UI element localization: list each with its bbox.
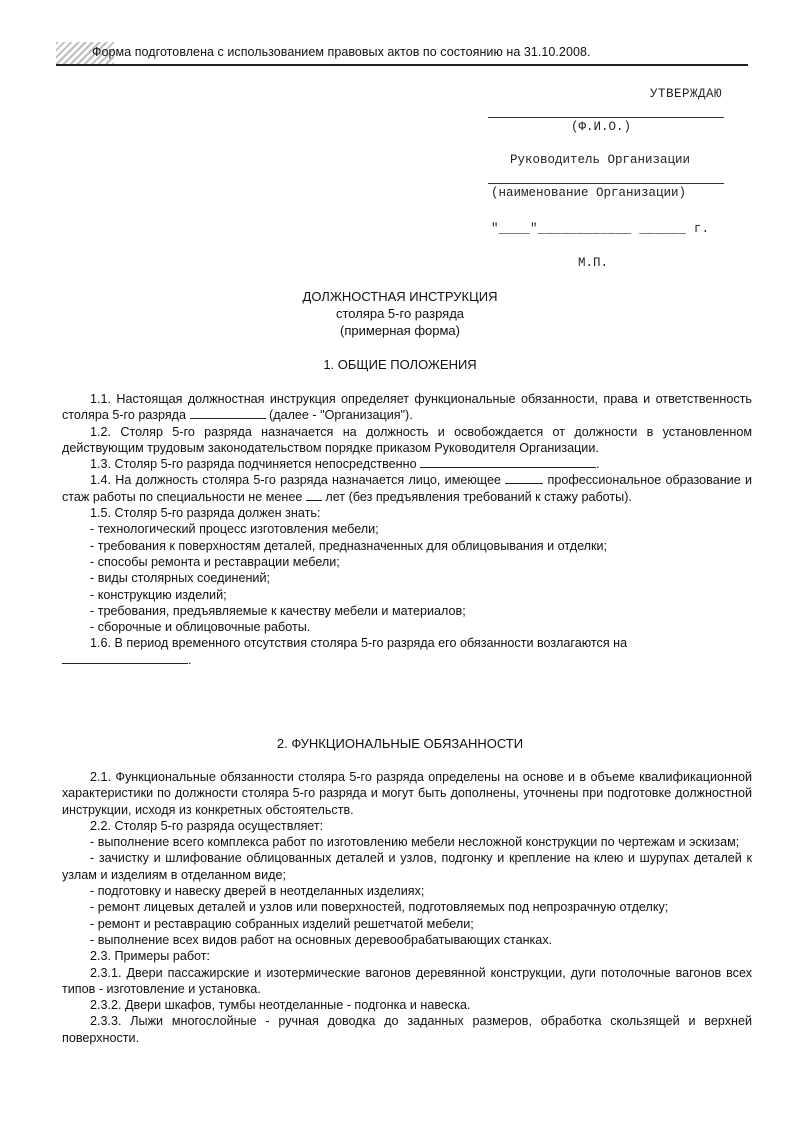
section-2-body <box>62 769 752 1046</box>
blank-field <box>62 652 188 664</box>
org-name-label: (наименование Организации) <box>491 186 687 200</box>
know-item: - требования, предъявляемые к качеству мебели и материалов; <box>90 603 466 618</box>
paragraph-1-2: 1.2. Столяр 5-го разряда назначается на должность и освобождается от должности в установленном действующим трудовым законодательством порядке приказом Руководителя Организации. <box>62 424 752 455</box>
p1-4-text: 1.4. На должность столяра 5-го разряда назначается лицо, имеющее <box>90 473 502 488</box>
paragraph-1-3: 1.3. Столяр 5-го разряда подчиняется непосредственно . <box>90 457 600 472</box>
know-item: - виды столярных соединений; <box>90 571 270 586</box>
section-1-body <box>62 391 752 668</box>
p1-4-text-b: профессиональное образование и стаж работы по специальности не менее <box>62 473 753 504</box>
know-item: - требования к поверхностям деталей, предназначенных для облицовывания и отделки; <box>90 538 608 553</box>
doc-subtitle: столяра 5-го разряда <box>335 306 465 321</box>
paragraph-1-1 <box>62 391 752 424</box>
paragraph-2-1: 2.1. Функциональные обязанности столяра 5-го разряда определены на основе и в объеме квалификационной характеристики по должности столяра 5-го разряда и могут быть дополнены, уточнены при подготовке должностной инструкции, исходя из конкретных обстоятельств. <box>62 770 752 817</box>
paragraph-2-2: 2.2. Столяр 5-го разряда осуществляет: <box>90 818 324 833</box>
duty-item: - зачистку и шлифование облицованных деталей и узлов, подгонку и крепление на клею и шурупах деталей к узлам и изделиям в отделанном виде; <box>62 851 752 882</box>
fio-label: (Ф.И.О.) <box>571 120 632 134</box>
blank-field <box>505 472 543 484</box>
p1-1-text: 1.1. Настоящая должностная инструкция определяет функциональные обязанности, права и ответственность столяра 5-го разряда <box>62 392 752 423</box>
blank-field <box>190 407 266 419</box>
duty-item: - выполнение всех видов работ на основных деревообрабатывающих станках. <box>90 932 553 947</box>
paragraph-1-5: 1.5. Столяр 5-го разряда должен знать: <box>90 506 321 521</box>
duty-item: - ремонт лицевых деталей и узлов или поверхностей, подготовляемых под непрозрачную отделку; <box>90 900 669 915</box>
paragraph-1-6: 1.6. В период временного отсутствия столяра 5-го разряда его обязанности возлагаются на <box>90 636 628 651</box>
know-item: - сборочные и облицовочные работы. <box>90 620 311 635</box>
know-item: - технологический процесс изготовления мебели; <box>90 522 379 537</box>
know-item: - конструкцию изделий; <box>90 587 227 602</box>
form-note-text: Форма подготовлена с использованием правовых актов по состоянию на 31.10.2008. <box>92 45 591 59</box>
paragraph-2-3: 2.3. Примеры работ: <box>90 949 211 964</box>
blank-field <box>420 456 596 468</box>
duty-item: - выполнение всего комплекса работ по изготовлению мебели несложной конструкции по чертежам и эскизам; <box>90 835 740 850</box>
doc-form-note: (примерная форма) <box>340 323 460 338</box>
paragraph-1-4 <box>62 472 752 505</box>
doc-title: ДОЛЖНОСТНАЯ ИНСТРУКЦИЯ <box>302 289 498 304</box>
head-position-label: Руководитель Организации <box>510 153 691 167</box>
paragraph-2-3-1: 2.3.1. Двери пассажирские и изотермические вагонов деревянной конструкции, дуги потолочные вагонов всех типов - изготовление и установка. <box>62 965 752 996</box>
blank-field <box>306 489 322 501</box>
duty-item: - ремонт и реставрацию собранных изделий решетчатой мебели; <box>90 916 474 931</box>
form-note-bar <box>56 42 748 66</box>
approval-date: "____"____________ ______ г. <box>491 222 710 236</box>
p1-1-tail: (далее - "Организация"). <box>269 408 413 423</box>
paragraph-1-6-blank: . <box>62 652 752 668</box>
know-item: - способы ремонта и реставрации мебели; <box>90 554 340 569</box>
p1-3-text: 1.3. Столяр 5-го разряда подчиняется непосредственно <box>90 457 417 472</box>
paragraph-2-3-2: 2.3.2. Двери шкафов, тумбы неотделанные - подгонка и навеска. <box>90 998 471 1013</box>
section-1-heading: 1. ОБЩИЕ ПОЛОЖЕНИЯ <box>323 357 477 372</box>
stamp-place-label: М.П. <box>578 256 609 270</box>
approve-label: УТВЕРЖДАЮ <box>649 87 722 101</box>
duty-item: - подготовку и навеску дверей в неотделанных изделиях; <box>90 884 425 899</box>
p1-4-text-c: лет (без предъявления требований к стажу работы). <box>325 489 632 504</box>
fio-line <box>488 117 724 118</box>
section-2-heading: 2. ФУНКЦИОНАЛЬНЫЕ ОБЯЗАННОСТИ <box>276 736 524 751</box>
org-name-line <box>488 183 724 184</box>
paragraph-2-3-3: 2.3.3. Лыжи многослойные - ручная доводка до заданных размеров, обработка скользящей и верхней поверхности. <box>62 1014 752 1045</box>
